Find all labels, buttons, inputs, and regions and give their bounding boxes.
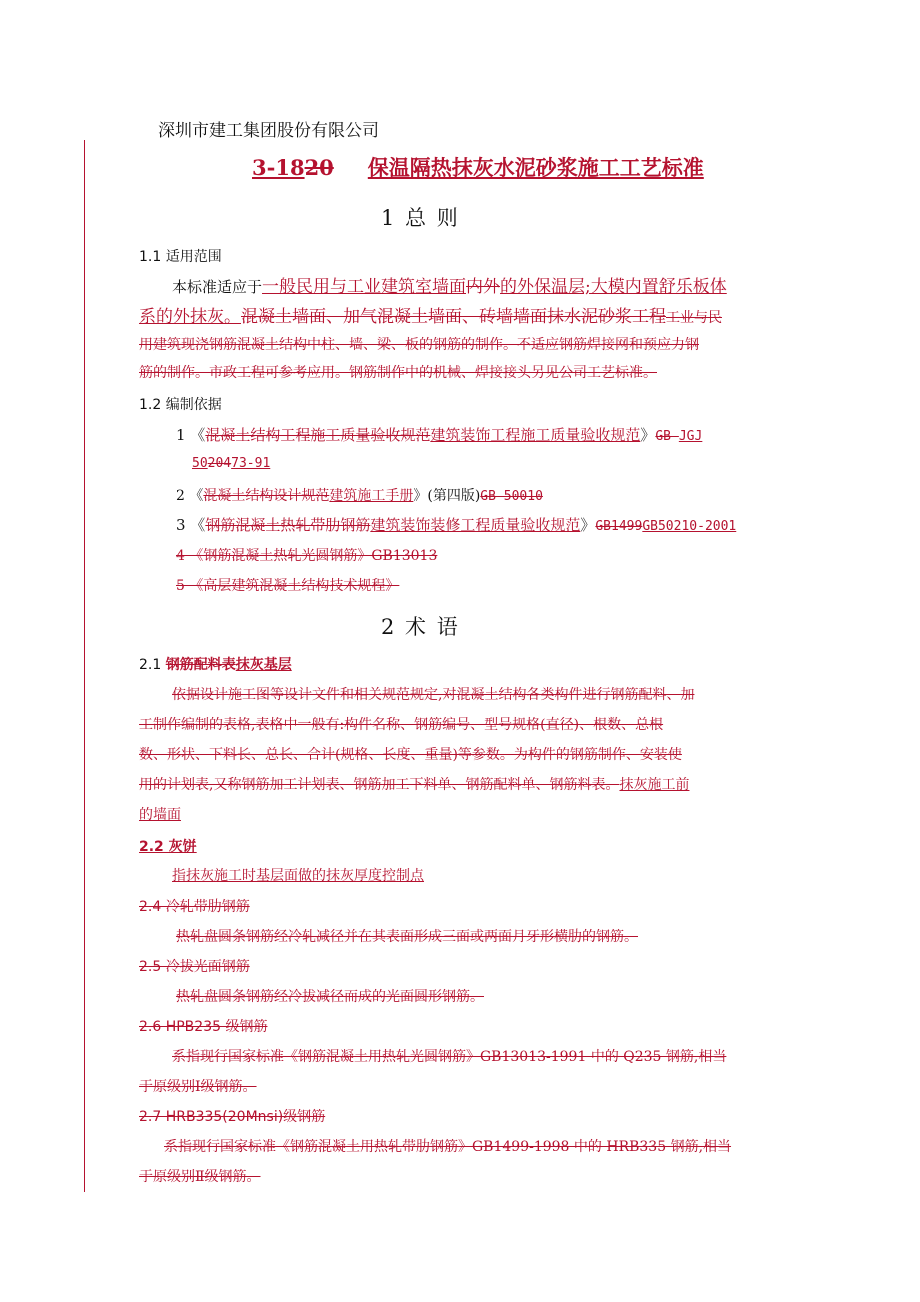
section-2-4-text: 热轧盘圆条钢筋经冷轧减径并在其表面形成三面或两面月牙形横肋的钢筋。	[176, 929, 638, 945]
section-2-1-line-1: 依据设计施工图等设计文件和相关规范规定,对混凝土结构各类构件进行钢筋配料、加	[172, 687, 695, 703]
company-name: 深圳市建工集团股份有限公司	[158, 121, 379, 141]
section-2-4-heading: 2.4 冷轧带肋钢筋	[139, 899, 250, 915]
section-2-1-line-5: 的墙面	[139, 807, 181, 823]
change-bar	[84, 140, 85, 1192]
section-2-7-line-2: 于原级别Ⅱ级钢筋。	[139, 1169, 261, 1185]
document-title	[252, 152, 704, 182]
reference-1-code: 5020473-91	[192, 456, 271, 471]
reference-5: 5 《高层建筑混凝土结构技术规程》	[176, 578, 400, 594]
section-1-1-heading: 1.1 适用范围	[139, 249, 222, 265]
title-number-deleted: 20	[304, 155, 334, 180]
chapter-1-heading: 1 总 则	[381, 206, 460, 230]
section-2-5-heading: 2.5 冷拔光面钢筋	[139, 959, 250, 975]
section-2-6-line-2: 于原级别Ⅰ级钢筋。	[139, 1079, 257, 1095]
section-2-1-line-4: 用的计划表,又称钢筋加工计划表、钢筋加工下料单、钢筋配料单、钢筋料表。抹灰施工前	[139, 777, 690, 793]
section-1-2-heading: 1.2 编制依据	[139, 397, 222, 413]
title-number-inserted: 3-18	[252, 155, 305, 180]
section-2-1-line-2: 工制作编制的表格,表格中一般有:构件名称、钢筋编号、型号规格(直径)、根数、总根	[139, 717, 664, 733]
reference-1: 1 《混凝土结构工程施工质量验收规范建筑装饰工程施工质量验收规范》GB JGJ	[176, 426, 703, 444]
section-2-1-line-3: 数、形状、下料长、总长、合计(规格、长度、重量)等参数。为构件的钢筋制作、安装使	[139, 747, 682, 763]
section-1-1-line-4: 筋的制作。市政工程可参考应用。钢筋制作中的机械、焊接接头另见公司工艺标准。	[139, 365, 657, 381]
section-2-6-heading: 2.6 HPB235 级钢筋	[139, 1019, 268, 1035]
reference-2: 2 《混凝土结构设计规范建筑施工手册》(第四版)GB 50010	[176, 488, 543, 504]
section-2-2-heading: 2.2 灰饼	[139, 839, 197, 855]
section-2-6-line-1: 系指现行国家标准《钢筋混凝土用热轧光圆钢筋》GB13013-1991 中的 Q235 钢筋,相当	[172, 1049, 727, 1065]
section-1-1-line-3: 用建筑现浇钢筋混凝土结构中柱、墙、梁、板的钢筋的制作。不适应钢筋焊接网和预应力钢	[139, 337, 699, 353]
section-1-1-line-2: 系的外抹灰。混凝土墙面、加气混凝土墙面、砖墙墙面抹水泥砂浆工程工业与民	[139, 307, 722, 327]
section-2-1-heading: 2.1 钢筋配料表抹灰基层	[139, 657, 292, 673]
reference-4: 4 《钢筋混凝土热轧光圆钢筋》GB13013	[176, 548, 438, 564]
reference-3: 3 《钢筋混凝土热轧带肋钢筋建筑装饰装修工程质量验收规范》GB1499GB50210-2001	[176, 516, 737, 534]
section-1-1-line-1: 本标准适应于一般民用与工业建筑室墙面内外的外保温层;大模内置舒乐板体	[172, 277, 727, 297]
section-2-5-text: 热轧盘圆条钢筋经冷拔减径而成的光面圆形钢筋。	[176, 989, 484, 1005]
section-2-7-line-1: 系指现行国家标准《钢筋混凝土用热轧带肋钢筋》GB1499-1998 中的 HRB335 钢筋,相当	[164, 1139, 732, 1155]
section-2-7-heading: 2.7 HRB335(20Mnsi)级钢筋	[139, 1109, 326, 1125]
section-2-2-text: 指抹灰施工时基层面做的抹灰厚度控制点	[172, 868, 424, 884]
chapter-2-heading: 2 术 语	[381, 615, 460, 639]
title-text: 保温隔热抹灰水泥砂浆施工工艺标准	[367, 155, 704, 180]
